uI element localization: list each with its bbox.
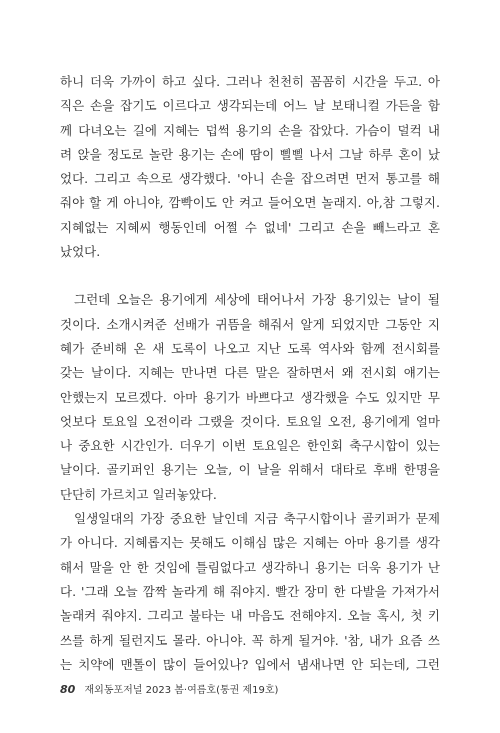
text-line: 다. '그래 오늘 깜짝 놀라게 해 줘야지. 빨간 장미 한 다발을 가져가서 xyxy=(60,583,440,599)
publication-title: 재외동포저널 2023 봄·여름호(통권 제19호) xyxy=(84,685,279,696)
body-text xyxy=(60,70,440,677)
text-line: 나 중요한 시간인가. 더우기 이번 토요일은 한인회 축구시합이 있는 xyxy=(60,438,440,454)
text-line: 혜가 준비해 온 새 도록이 나오고 지난 도록 역사와 함께 전시회를 xyxy=(60,340,440,356)
text-line: 일생일대의 가장 중요한 날인데 지금 축구시합이나 골키퍼가 문제 xyxy=(74,511,440,527)
paragraph-2 xyxy=(60,288,440,507)
text-line: 줘야 할 게 아니야, 깜빡이도 안 켜고 들어오면 놀래지. 아,참 그렇지. xyxy=(60,195,440,211)
paragraph-1 xyxy=(60,70,440,264)
text-line: 려 앉을 정도로 놀란 용기는 손에 땀이 삘삘 나서 그날 하루 혼이 났 xyxy=(60,146,440,162)
text-line: 그런데 오늘은 용기에게 세상에 태어나서 가장 용기있는 날이 될 xyxy=(74,292,440,308)
text-line: 것이다. 소개시켜준 선배가 귀뜸을 해줘서 알게 되었지만 그동안 지 xyxy=(60,316,440,332)
text-line: 갖는 날이다. 지혜는 만나면 다른 말은 잘하면서 왜 전시회 얘기는 xyxy=(60,365,440,381)
text-line: 는 치약에 맨톨이 많이 들어있나? 입에서 냄새나면 안 되는데, 그런 xyxy=(60,656,440,672)
text-line: 하니 더욱 가까이 하고 싶다. 그러나 천천히 꼼꼼히 시간을 두고. 아 xyxy=(60,74,440,89)
text-line: 께 다녀오는 길에 지혜는 덥썩 용기의 손을 잡았다. 가슴이 덜컥 내 xyxy=(60,122,440,138)
page-footer xyxy=(60,681,278,696)
page-number: 80 xyxy=(60,683,76,696)
paragraph-gap xyxy=(60,264,440,288)
text-line: 났었다. xyxy=(60,244,101,260)
text-line: 직은 손을 잡기도 이르다고 생각되는데 어느 날 보태니컬 가든을 함 xyxy=(60,98,440,114)
text-line: 해서 말을 안 한 것임에 틀림없다고 생각하니 용기는 더욱 용기가 난 xyxy=(60,559,440,575)
text-line: 놀래켜 줘야지. 그리고 불타는 내 마음도 전해야지. 오늘 혹시, 첫 키 xyxy=(60,608,440,624)
text-line: 었다. 그리고 속으로 생각했다. '아니 손을 잡으려면 먼저 통고를 해 xyxy=(60,171,440,187)
text-line: 엇보다 토요일 오전이라 그랬을 것이다. 토요일 오전, 용기에게 얼마 xyxy=(60,413,440,429)
text-line: 안했는지 모르겠다. 아마 용기가 바쁘다고 생각했을 수도 있지만 무 xyxy=(60,389,440,405)
text-line: 가 아니다. 지혜롭지는 못해도 이해심 많은 지혜는 아마 용기를 생각 xyxy=(60,535,440,551)
text-line: 지혜없는 지혜씨 행동인데 어쩔 수 없네' 그리고 손을 빼느라고 혼 xyxy=(60,219,440,235)
text-line: 날이다. 골키퍼인 용기는 오늘, 이 날을 위해서 대타로 후배 한명을 xyxy=(60,462,440,478)
text-line: 단단히 가르치고 일러놓았다. xyxy=(60,486,217,502)
paragraph-3 xyxy=(60,507,440,677)
text-line: 쓰를 하게 될런지도 몰라. 아니야. 꼭 하게 될거야. '참, 내가 요즘 쓰 xyxy=(60,632,440,648)
